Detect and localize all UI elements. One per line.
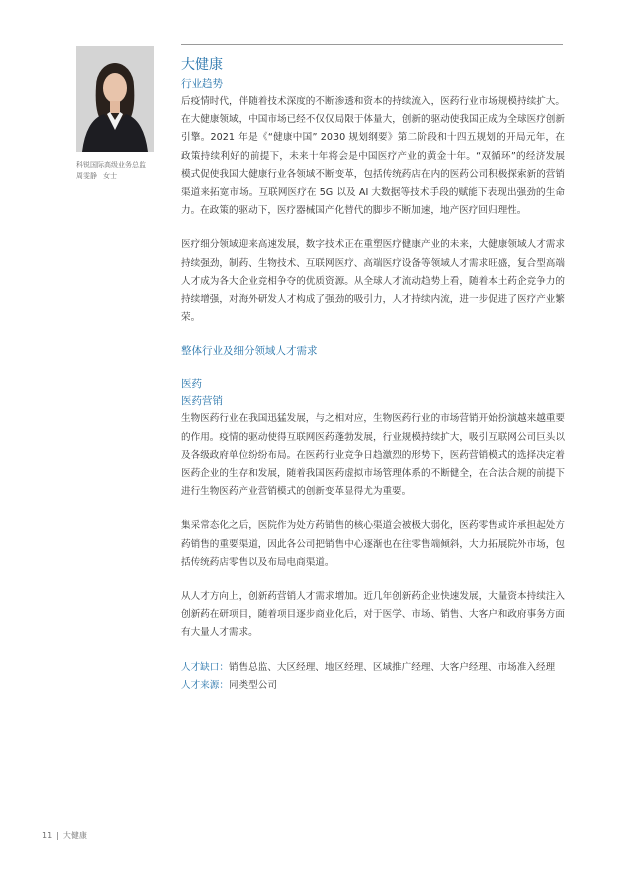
footer-separator: |	[56, 831, 59, 840]
talent-source-value: 同类型公司	[228, 679, 277, 691]
trend-paragraph-2: 医疗细分领域迎来高速发展，数字技术正在重塑医疗健康产业的未来，大健康领域人才需求持续强劲，制药、生物技术、互联网医疗、高端医疗设备等领域人才需求旺盛，复合型高端人才成为各大企业竞相争夺的优质资源。从全球人才流动趋势上看，随着本土药企竞争力的持续增强，对海外研发人才构成了强劲的吸引力，人才持续内流，进一步促进了医疗产业繁荣。	[181, 239, 565, 324]
footer-section: 大健康	[62, 831, 87, 840]
talent-source	[181, 677, 565, 695]
profile-honorific: 女士	[103, 172, 117, 180]
talent-gap	[181, 659, 565, 677]
pharma-paragraph-3: 从人才方向上，创新药营销人才需求增加。近几年创新药企业快速发展，大量资本持续注入创新药在研项目，随着项目逐步商业化后，对于医学、市场、销售、大客户和政府事务方面有大量人才需求。	[181, 591, 565, 639]
profile-name-row	[76, 171, 176, 182]
pharma-subheading: 医药营销	[181, 395, 223, 408]
pharma-paragraph-1: 生物医药行业在我国迅猛发展，与之相对应，生物医药行业的市场营销开始扮演越来越重要的作用。疫情的驱动使得互联网医药蓬勃发展，行业规模持续扩大，吸引互联网公司巨头以及各级政府单位纷纷布局。在医药行业竞争日趋激烈的形势下，医药营销模式的选择决定着医药企业的生存和发展，随着我国医药虚拟市场管理体系的不断健全，在合法合规的前提下进行生物医药产业营销模式的创新变革显得尤为重要。	[181, 413, 565, 498]
trend-paragraph-1: 后疫情时代，伴随着技术深度的不断渗透和资本的持续流入，医药行业市场规模持续扩大。在大健康领域，中国市场已经不仅仅局限于体量大，创新的驱动使我国正成为全球医疗创新引擎。2021 年是《“健康中国” 2030 规划纲要》第二阶段和十四五规划的开局元年，在政策持续利好的前提下，未来十年将会是中国医疗产业的黄金十年。“双循环”的经济发展模式促使我国大健康行业各领域不断变革，包括传统药店在内的医药公司积极探索新的营销渠道来拓宽市场。互联网医疗在 5G 以及 AI 大数据等技术手段的赋能下表现出强劲的生命力。在政策的驱动下，医疗器械国产化替代的脚步不断加速，地产医疗回归理性。	[181, 96, 565, 217]
talent-gap-value: 销售总监、大区经理、地区经理、区域推广经理、大客户经理、市场准入经理	[228, 661, 556, 673]
profile-caption	[76, 160, 176, 182]
section-title: 大健康	[181, 57, 223, 73]
page-number: 11	[42, 831, 53, 840]
top-divider	[181, 44, 563, 45]
pharma-paragraph-2: 集采常态化之后，医院作为处方药销售的核心渠道会被极大弱化，医药零售或许承担起处方药销售的重要渠道，因此各公司把销售中心逐渐也在往零售端倾斜，大力拓展院外市场，包括传统药店零售以及布局电商渠道。	[181, 520, 565, 568]
profile-name: 周雯静	[76, 172, 97, 180]
pharma-heading: 医药	[181, 378, 202, 391]
demand-heading: 整体行业及细分领域人才需求	[181, 345, 318, 358]
profile-photo	[76, 46, 154, 152]
talent-source-label: 人才来源：	[181, 679, 229, 691]
page-footer	[42, 830, 87, 841]
talent-gap-label: 人才缺口：	[181, 661, 229, 673]
profile-title: 科锐国际高级业务总监	[76, 161, 146, 169]
trend-heading: 行业趋势	[181, 78, 223, 90]
main-column	[181, 54, 565, 695]
